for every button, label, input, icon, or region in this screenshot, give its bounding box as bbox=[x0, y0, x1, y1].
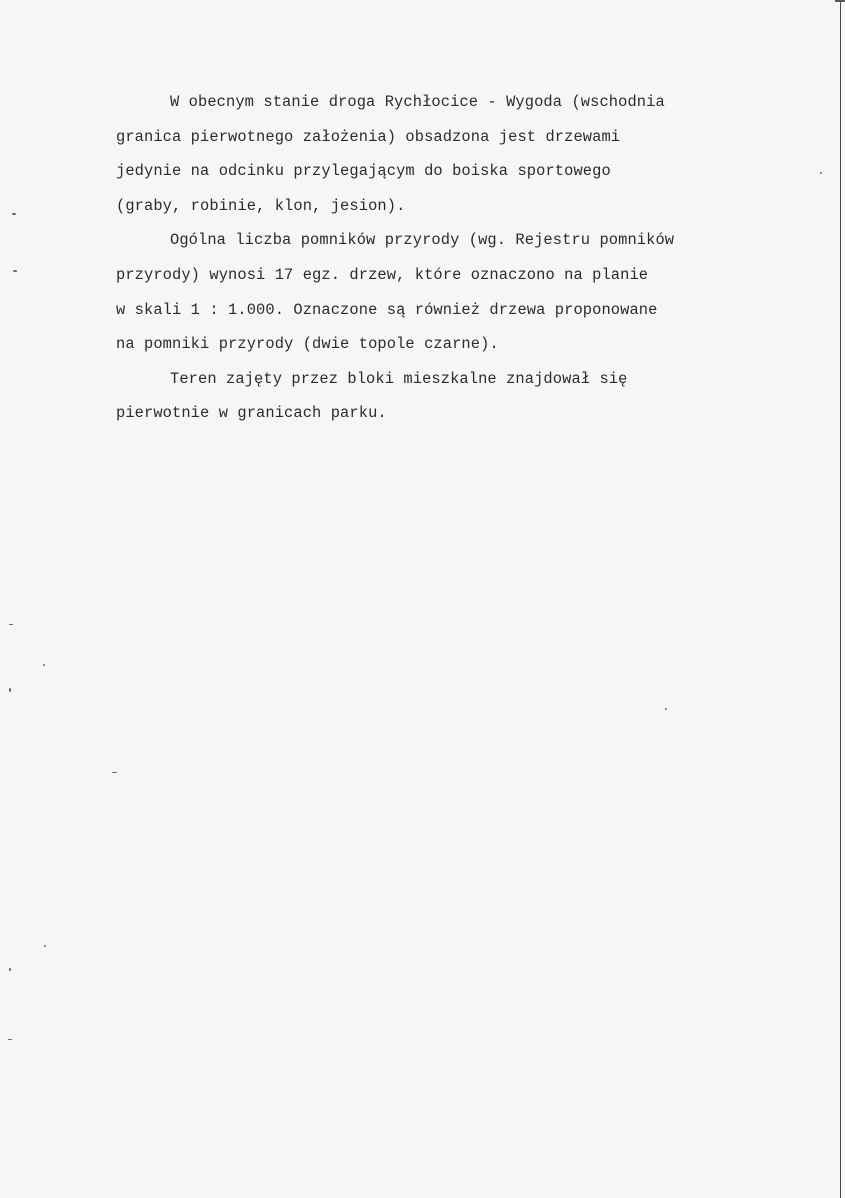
paragraph-1-line-4: (graby, robinie, klon, jesion). bbox=[116, 196, 406, 215]
document-body bbox=[116, 85, 736, 431]
scan-speck bbox=[12, 213, 16, 215]
page-corner-mark bbox=[835, 0, 845, 2]
paragraph-3-line-1: Teren zajęty przez bloki mieszkalne znajdował się bbox=[170, 369, 628, 388]
paragraph-1-line-2: granica pierwotnego założenia) obsadzona jest drzewami bbox=[116, 127, 621, 146]
scan-speck bbox=[820, 172, 822, 174]
scan-speck bbox=[665, 708, 667, 710]
scan-speck bbox=[13, 270, 17, 272]
scan-speck bbox=[9, 968, 11, 971]
paragraph-3-line-2: pierwotnie w granicach parku. bbox=[116, 404, 387, 423]
scan-speck bbox=[8, 1039, 12, 1040]
paragraph-2-line-4: na pomniki przyrody (dwie topole czarne). bbox=[116, 335, 499, 354]
scan-speck bbox=[112, 772, 117, 773]
paragraph-2-line-3: w skali 1 : 1.000. Oznaczone są również drzewa proponowane bbox=[116, 300, 658, 319]
scan-speck bbox=[44, 945, 46, 947]
scan-speck bbox=[9, 688, 11, 692]
paragraph-1-line-1: W obecnym stanie droga Rychłocice - Wygoda (wschodnia bbox=[170, 93, 665, 111]
paragraph-2-line-1: Ogólna liczba pomników przyrody (wg. Rejestru pomników bbox=[170, 231, 675, 250]
paragraph-2-line-2: przyrody) wynosi 17 egz. drzew, które oznaczono na planie bbox=[116, 265, 649, 284]
scan-speck bbox=[9, 624, 13, 625]
page-edge-line bbox=[840, 0, 841, 1198]
paragraph-1-line-3: jedynie na odcinku przylegającym do boiska sportowego bbox=[116, 162, 611, 181]
scan-speck bbox=[43, 664, 45, 666]
